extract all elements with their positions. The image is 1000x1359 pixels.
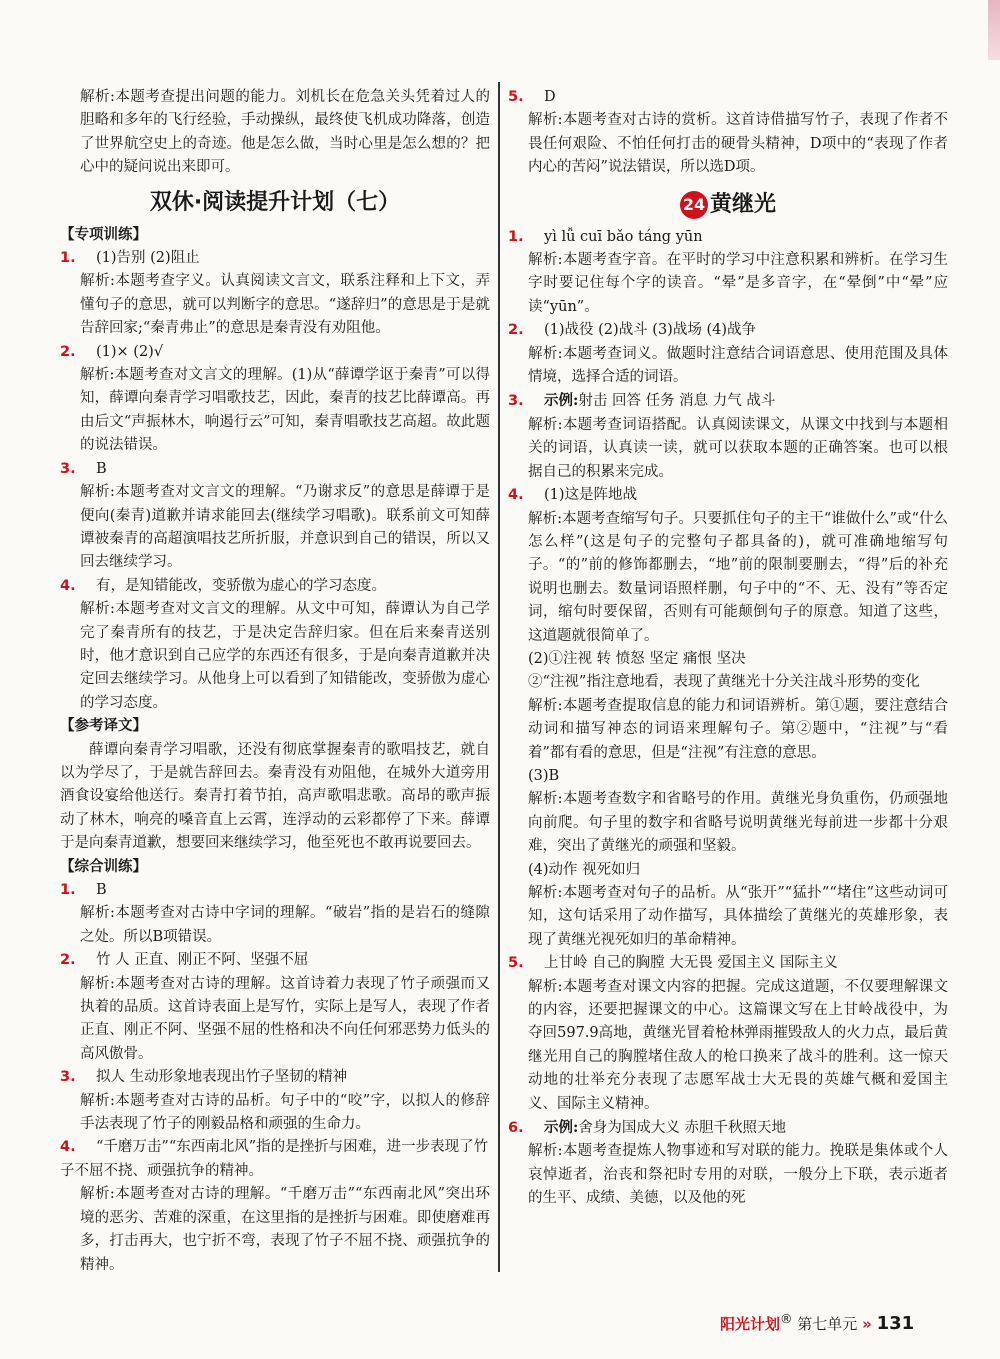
unit-label: 第七单元 [797, 1315, 858, 1333]
r4-part3-explanation: 解析:本题考查数字和省略号的作用。黄继光身负重伤，仍顽强地向前爬。句子里的数字和省略号说明黄继光每前进一步都十分艰难，突出了黄继光的顽强和坚毅。 [528, 791, 948, 855]
q4-explanation: 解析:本题考查对文言文的理解。从文中可知，薛谭认为自己学完了秦青所有的技艺，于是决定告辞归家。但在后来秦青送别时，他才意识到自己应学的东西还有很多，于是向秦青道歉并决定回去继续学习。从他身上可以看到了知错能改，变骄傲为虚心的学习态度。 [80, 601, 490, 711]
registered-mark: ® [780, 1311, 793, 1326]
lesson-number-badge: 24 [680, 191, 708, 219]
r4-part2-answer: (2)①注视 转 愤怒 坚定 痛恨 坚决 [528, 650, 746, 667]
reference-translation-header: 【参考译文】 [60, 718, 147, 735]
arrow-icon: » [862, 1315, 872, 1333]
r3-answer: 3. 示例:射击 回答 任务 消息 力气 战斗 [508, 392, 776, 410]
page-number: 131 [876, 1313, 915, 1334]
z2-answer: 2. 竹 人 正直、刚正不阿、坚强不屈 [60, 952, 309, 969]
r3-explanation: 解析:本题考查词语搭配。认真阅读课文，从课文中找到与本题相关的词语，认真读一读，就可以获取本题的正确答案。也可以根据自己的积累来完成。 [528, 416, 948, 480]
comprehensive-training-header: 【综合训练】 [60, 858, 147, 875]
column-divider [498, 82, 500, 1272]
special-training-header: 【专项训练】 [60, 226, 147, 243]
reference-translation: 薛谭向秦青学习唱歌，还没有彻底掌握秦青的歌唱技艺，就自以为学尽了，于是就告辞回去。秦青没有劝阻他，在城外大道旁用酒食设宴给他送行。秦青打着节拍，高声歌唱悲歌。高昂的歌声振动了林木，响亮的嗓音直上云霄，连浮动的云彩都停了下来。薛谭于是向秦青道歉，想要回来继续学习，他至死也不敢再说要回去。 [60, 741, 490, 852]
r5-explanation: 解析:本题考查对课文内容的把握。完成这道题，不仅要理解课文的内容，还要把握课文的中心。这篇课文写在上甘岭战役中，为夺回597.9高地，黄继光冒着枪林弹雨摧毁敌人的火力点，最后黄继光用自己的胸膛堵住敌人的枪口换来了战斗的胜利。这一惊天动地的壮举充分表现了志愿军战士大无畏的英雄气概和爱国主义、国际主义精神。 [528, 978, 948, 1112]
q3-explanation: 解析:本题考查对文言文的理解。“乃谢求反”的意思是薛谭于是便向(秦青)道歉并请求能回去(继续学习唱歌)。联系前文可知薛谭被秦青的高超演唱技艺所折服，并意识到自己的错误，所以又回去继续学习。 [80, 484, 490, 571]
r5-answer: 5. 上甘岭 自己的胸膛 大无畏 爱国主义 国际主义 [508, 955, 838, 972]
r4-explanation: 解析:本题考查缩写句子。只要抓住句子的主干“谁做什么”或“什么怎么样”(这是句子的完整句子都具备的)，就可准确地缩写句子。“的”前的修饰都删去，“地”前的限制要删去，“得”后的补充说明也删去。数量词语照样删，句子中的“不、无、没有”等否定词，缩句时要保留，否则有可能颠倒句子的原意。知道了这些，这道题就很简单了。 [528, 510, 948, 644]
q1-answer: 1. (1)告别 (2)阻止 [60, 250, 200, 267]
left-column [60, 86, 490, 1277]
r4-part3-answer: (3)B [528, 767, 560, 784]
q2-answer: 2. (1)× (2)√ [60, 343, 164, 360]
r2-explanation: 解析:本题考查词义。做题时注意结合词语意思、使用范围及具体情境，选择合适的词语。 [528, 345, 948, 386]
section-title: 双休·阅读提升计划（七） [149, 189, 401, 215]
z1-answer: 1. B [60, 882, 107, 898]
r4-part4-answer: (4)动作 视死如归 [528, 861, 641, 878]
r4-part2-explanation: 解析:本题考查提取信息的能力和词语辨析。第①题，要注意结合动词和描写神态的词语来理解句子。第②题中，“注视”与“看着”都有看的意思，但是“注视”有注意的意思。 [528, 697, 948, 761]
r1-answer: 1. yì lǚ cuī bǎo táng yūn [508, 228, 703, 245]
r6-explanation: 解析:本题考查提炼人物事迹和写对联的能力。挽联是集体或个人哀悼逝者，治丧和祭祀时专用的对联，一般分上下联，表示逝者的生平、成绩、美德，以及他的死 [528, 1143, 948, 1207]
r4-part2-answer-b: ②“注视”指注意地看，表现了黄继光十分关注战斗形势的变化 [528, 674, 920, 691]
brand-name: 阳光计划 [720, 1315, 781, 1333]
z2-explanation: 解析:本题考查对古诗的理解。这首诗着力表现了竹子顽强而又执着的品质。这首诗表面上是写竹，实际上是写人，表现了作者正直、刚正不阿、坚强不屈的性格和决不向任何邪恶势力低头的高风傲骨。 [80, 975, 490, 1062]
intro-explanation: 解析:本题考查提出问题的能力。刘机长在危急关头凭着过人的胆略和多年的飞行经验，手动操纵，最终使飞机成功降落，创造了世界航空史上的奇迹。他是怎么做，当时心里是怎么想的？把心中的疑问说出来即可。 [80, 89, 490, 176]
r2-answer: 2. (1)战役 (2)战斗 (3)战场 (4)战争 [508, 322, 756, 339]
q1-explanation: 解析:本题考查字义。认真阅读文言文，联系注释和上下文，弄懂句子的意思，就可以判断字的意思。“遂辞归”的意思是于是就告辞回家;“秦青弗止”的意思是秦青没有劝阻他。 [80, 273, 490, 337]
q4-answer: 4. 有，是知错能改，变骄傲为虚心的学习态度。 [60, 577, 386, 594]
q2-explanation: 解析:本题考查对文言文的理解。(1)从“薛谭学讴于秦青”可以得知，薛谭向秦青学习唱歌技艺，因此，秦青的技艺比薛谭高。再由后文“声振林木，响遏行云”可知，秦青唱歌技艺高超。故此题的说法错误。 [80, 367, 490, 454]
z3-explanation: 解析:本题考查对古诗的品析。句子中的“咬”字，以拟人的修辞手法表现了竹子的刚毅品格和顽强的生命力。 [80, 1092, 490, 1133]
r1-explanation: 解析:本题考查字音。在平时的学习中注意积累和辨析。在学习生字时要记住每个字的读音。“晕”是多音字，在“晕倒”中“晕”应读“yūn”。 [528, 252, 948, 315]
r4-part4-explanation: 解析:本题考查对句子的品析。从“张开”“猛扑”“堵住”这些动词可知，这句话采用了动作描写，具体描绘了黄继光的英雄形象，表现了黄继光视死如归的革命精神。 [528, 885, 948, 948]
lesson-title [508, 188, 948, 222]
lesson-title-text: 黄继光 [709, 191, 776, 217]
page-footer [720, 1306, 914, 1332]
z5-answer: 5. D [508, 89, 556, 105]
z1-explanation: 解析:本题考查对古诗中字词的理解。“破岩”指的是岩石的缝隙之处。所以B项错误。 [80, 905, 490, 945]
z4-answer: 4. “千磨万击”“东西南北风”指的是挫折与困难，进一步表现了竹子不屈不挠、顽强抗争的精神。 [60, 1139, 489, 1179]
z4-explanation: 解析:本题考查对古诗的理解。“千磨万击”“东西南北风”突出环境的恶劣、苦难的深重，在这里指的是挫折与困难。即使磨难再多，打击再大，也宁折不弯，表现了竹子不屈不挠、顽强抗争的精神。 [80, 1186, 490, 1273]
z5-explanation: 解析:本题考查对古诗的赏析。这首诗借描写竹子，表现了作者不畏任何艰险、不怕任何打击的硬骨头精神，D项中的“表现了作者内心的苦闷”说法错误，所以选D项。 [528, 112, 948, 176]
right-column [508, 86, 948, 1211]
q3-answer: 3. B [60, 460, 107, 477]
page-edge-mark [988, 0, 1000, 60]
r6-answer: 6. 示例:舍身为国成大义 赤胆千秋照天地 [508, 1119, 786, 1137]
r4-answer: 4. (1)这是阵地战 [508, 487, 638, 504]
z3-answer: 3. 拟人 生动形象地表现出竹子坚韧的精神 [60, 1069, 348, 1086]
